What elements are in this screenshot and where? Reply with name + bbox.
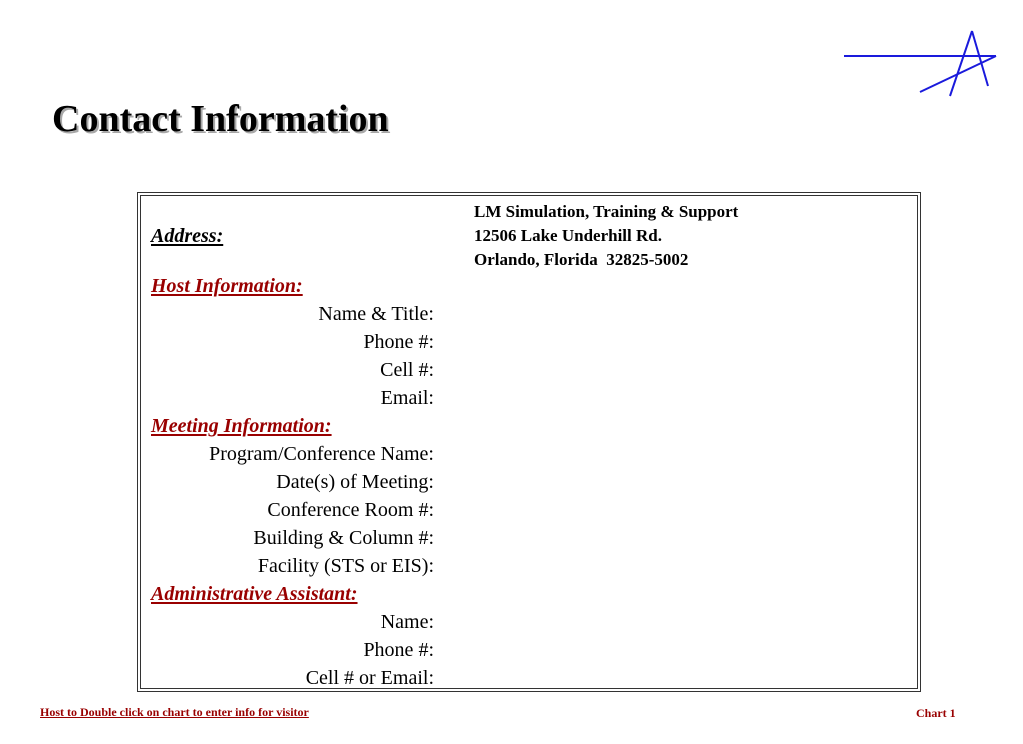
host-email-label: Email: <box>380 387 434 409</box>
address-value <box>474 200 738 272</box>
facility-label: Facility (STS or EIS): <box>257 555 434 577</box>
address-line-1: LM Simulation, Training & Support <box>474 202 739 221</box>
conference-room-label: Conference Room #: <box>267 499 434 521</box>
host-information-header: Host Information: <box>151 275 303 297</box>
chart-number-label: Chart 1 <box>916 706 956 720</box>
admin-name-label: Name: <box>380 611 434 633</box>
contact-info-table <box>140 195 918 689</box>
admin-cell-email-label: Cell # or Email: <box>305 667 434 689</box>
host-cell-label: Cell #: <box>380 359 434 381</box>
page-title: Contact Information <box>52 98 389 140</box>
star-logo-icon <box>838 26 1004 98</box>
building-column-label: Building & Column #: <box>253 527 434 549</box>
program-conference-name-label: Program/Conference Name: <box>209 443 434 465</box>
footer-instruction: Host to Double click on chart to enter info for visitor <box>40 705 309 719</box>
host-name-title-label: Name & Title: <box>318 303 434 325</box>
admin-phone-label: Phone #: <box>363 639 434 661</box>
address-line-3: Orlando, Florida 32825-5002 <box>474 250 689 269</box>
meeting-dates-label: Date(s) of Meeting: <box>276 471 434 493</box>
meeting-information-header: Meeting Information: <box>151 415 332 437</box>
administrative-assistant-header: Administrative Assistant: <box>151 583 358 605</box>
host-phone-label: Phone #: <box>363 331 434 353</box>
address-label: Address: <box>151 225 224 247</box>
contact-info-chart[interactable] <box>137 192 921 692</box>
address-line-2: 12506 Lake Underhill Rd. <box>474 226 662 245</box>
